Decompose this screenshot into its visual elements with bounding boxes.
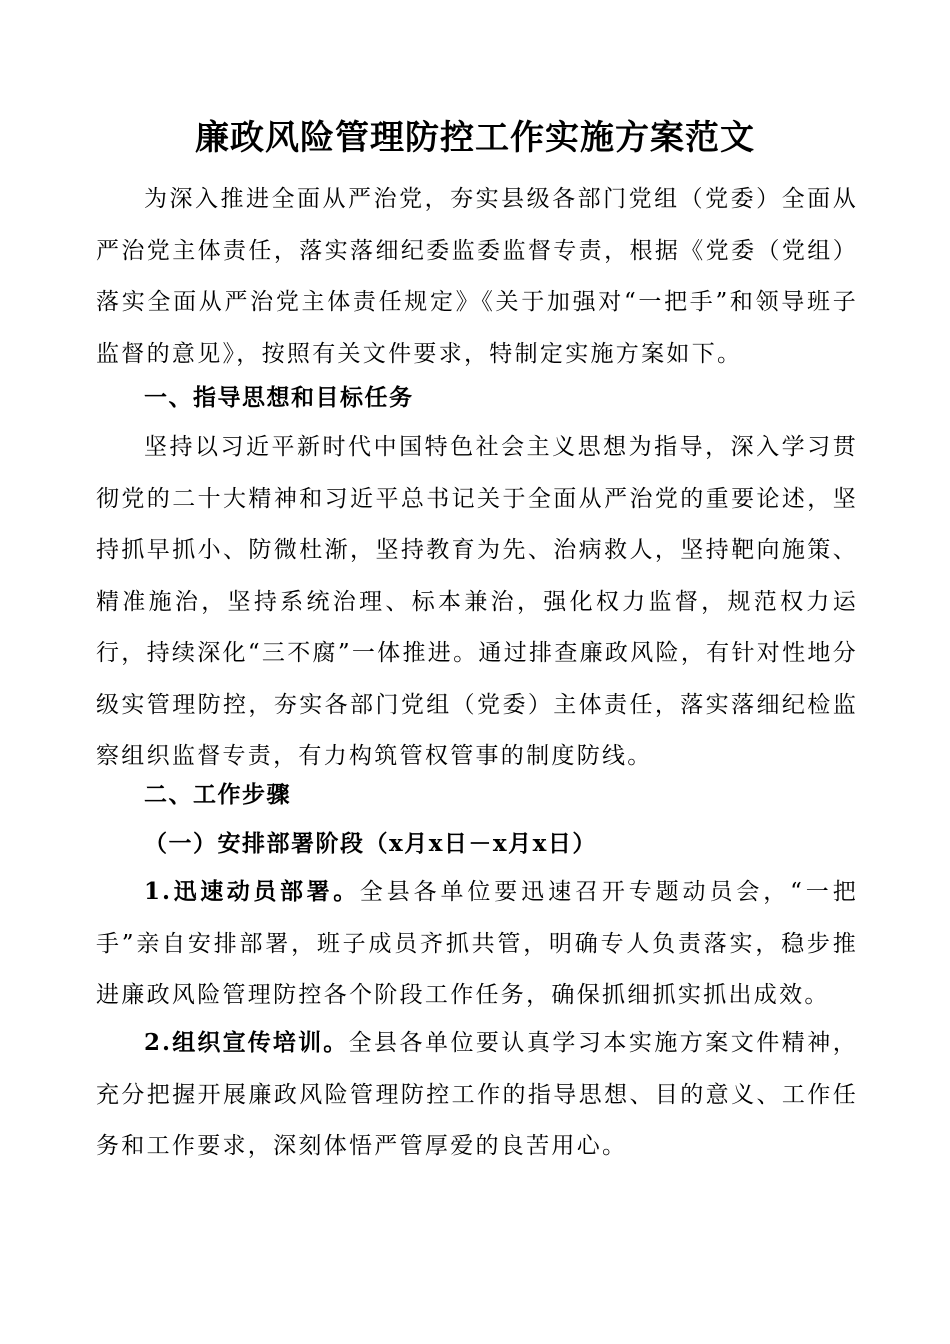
- item1-text: 全县各单位要迅速召开专题动员会，“一把手”亲自安排部署，班子成员齐抓共管，明确专人负责落实，稳步推进廉政风险管理防控各个阶段工作任务，确保抓细抓实抓出成效。: [96, 879, 858, 1008]
- section1-heading: 一、指导思想和目标任务: [144, 385, 414, 411]
- section1-paragraph: 坚持以习近平新时代中国特色社会主义思想为指导，深入学习贯彻党的二十大精神和习近平总书记关于全面从严治党的重要论述，坚持抓早抓小、防微杜渐，坚持教育为先、治病救人，坚持靶向施策、精准施治，坚持系统治理、标本兼治，强化权力监督，规范权力运行，持续深化“三不腐”一体推进。通过排查廉政风险，有针对性地分级实管理防控，夯实各部门党组（党委）主体责任，落实落细纪检监察组织监督专责，有力构筑管权管事的制度防线。: [96, 434, 858, 769]
- item1-lead: 1.迅速动员部署。: [144, 878, 360, 905]
- item2-paragraph: [96, 1017, 858, 1173]
- item2-lead: 2.组织宣传培训。: [144, 1029, 349, 1056]
- item2-text: 全县各单位要认真学习本实施方案文件精神，充分把握开展廉政风险管理防控工作的指导思想、目的意义、工作任务和工作要求，深刻体悟严管厚爱的良苦用心。: [96, 1030, 859, 1159]
- phase1-heading: （一）安排部署阶段（x月x日－x月x日）: [144, 830, 597, 857]
- document-title: 廉政风险管理防控工作实施方案范文: [195, 118, 755, 158]
- item1-paragraph: [96, 866, 858, 1022]
- section2-heading: 二、工作步骤: [144, 782, 291, 808]
- intro-paragraph: 为深入推进全面从严治党，夯实县级各部门党组（党委）全面从严治党主体责任，落实落细纪委监委监督专责，根据《党委（党组）落实全面从严治党主体责任规定》《关于加强对“一把手”和领导班子监督的意见》，按照有关文件要求，特制定实施方案如下。: [96, 186, 858, 367]
